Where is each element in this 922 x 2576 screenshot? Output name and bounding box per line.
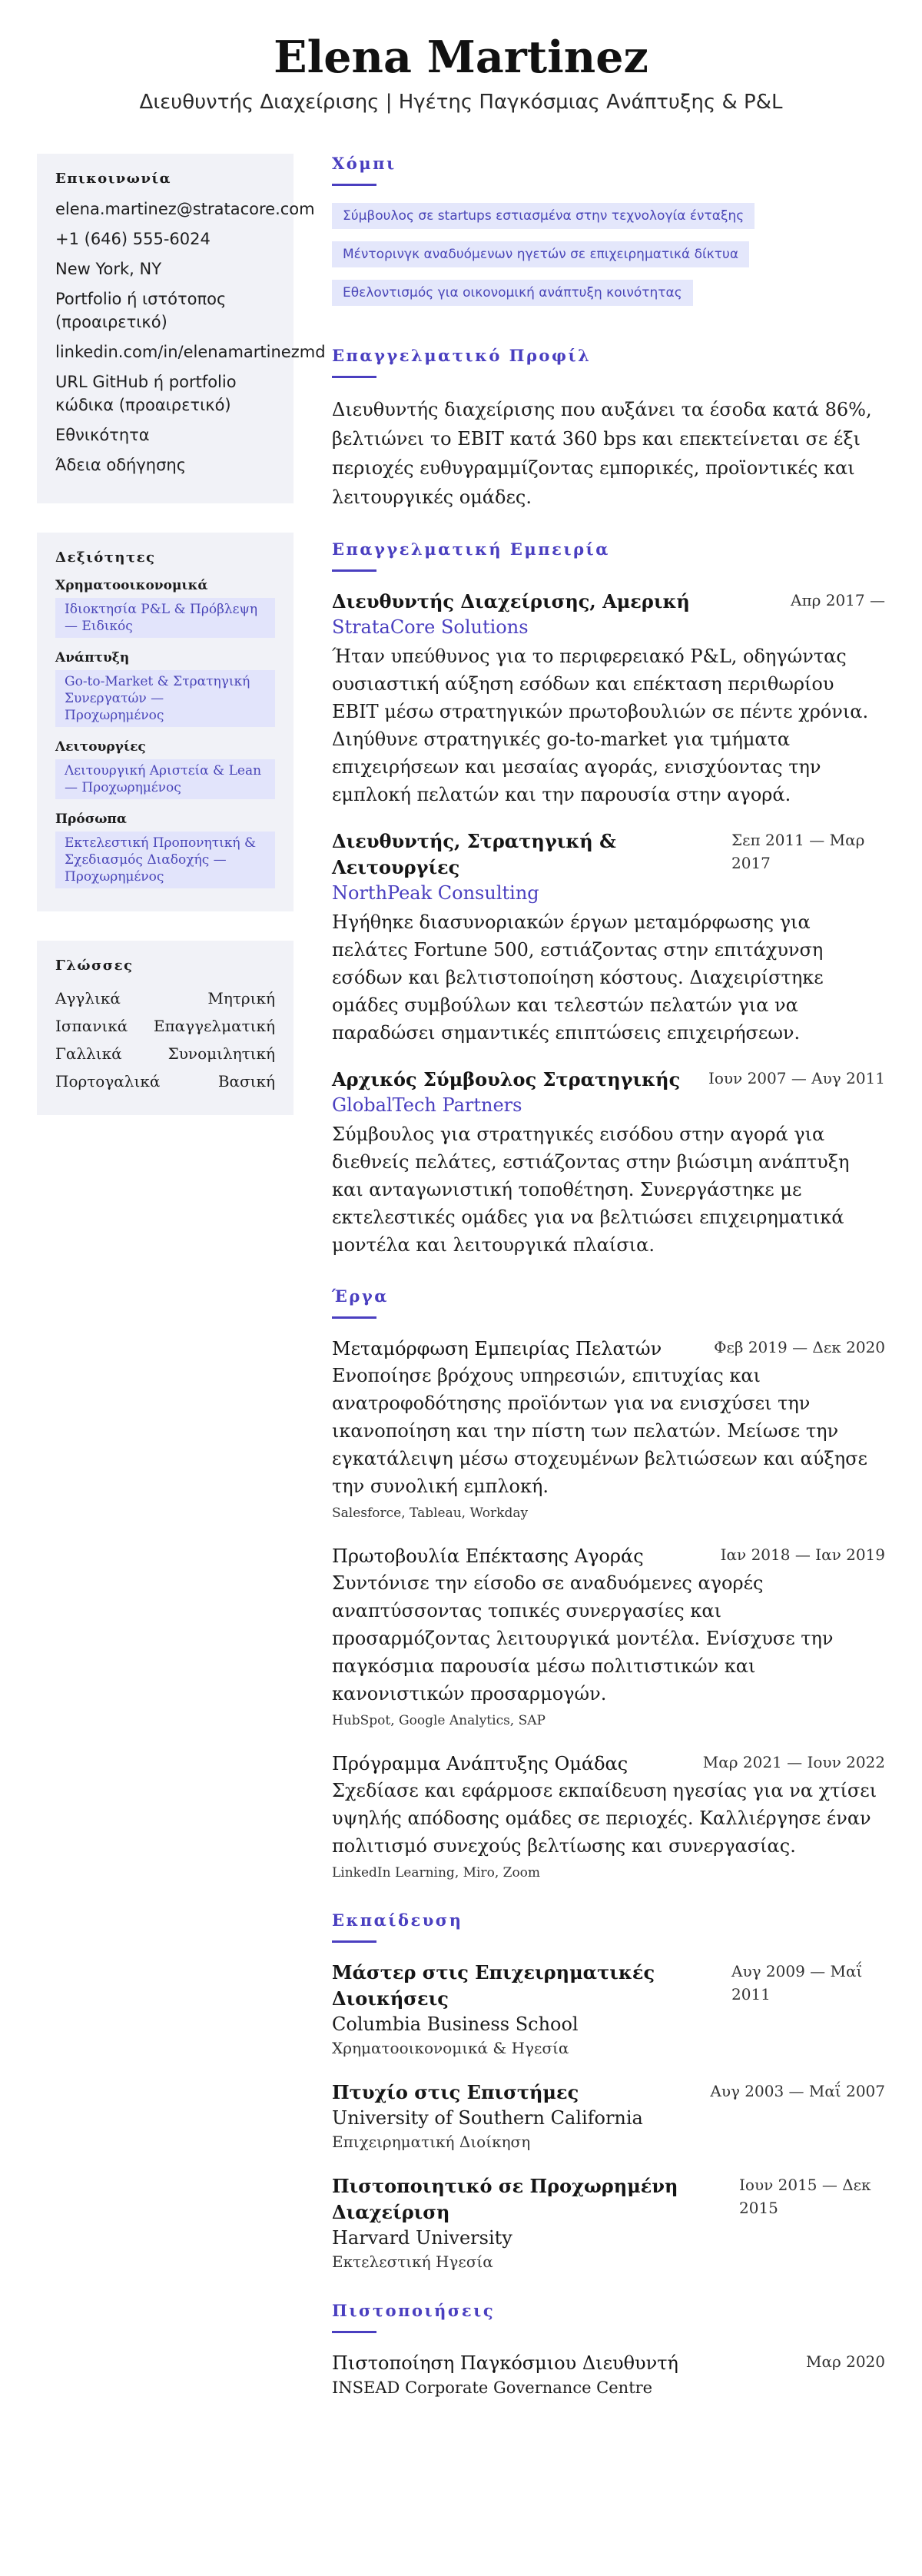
section-divider xyxy=(332,376,376,378)
language-row xyxy=(55,1067,275,1095)
project-dates: Μαρ 2021 — Ιουν 2022 xyxy=(702,1753,885,1771)
resume-header xyxy=(0,31,922,115)
section-title: Επαγγελματική Εμπειρία xyxy=(332,539,610,559)
job-description: Ηγήθηκε διασυνοριακών έργων μεταμόρφωσης για πελάτες Fortune 500, εστιάζοντας στην επιτάχυνση εσόδων και βελτιστοποίηση κόστους. Διαχειρίστηκε ομάδες συμβούλων και τελεστών πελατών για να παραδώσει σημαντικές επιπτώσεις επιχειρήσεων. xyxy=(332,911,824,1044)
contact-email[interactable]: elena.martinez@stratacore.com xyxy=(55,200,315,218)
contact-github: URL GitHub ή portfolio κώδικα (προαιρετικό) xyxy=(55,373,237,414)
degree-title: Μάστερ στις Επιχειρηματικές Διοικήσεις xyxy=(332,1961,655,2010)
main-content xyxy=(332,154,885,2427)
company-name: GlobalTech Partners xyxy=(332,1094,522,1116)
project-tools: Salesforce, Tableau, Workday xyxy=(332,1505,529,1521)
skills-heading: Δεξιότητες xyxy=(55,549,156,566)
section-divider xyxy=(332,184,376,186)
language-row xyxy=(55,1040,275,1067)
hobbies-section xyxy=(332,154,885,318)
experience-entry xyxy=(332,828,885,1047)
contact-phone: +1 (646) 555-6024 xyxy=(55,230,211,248)
sidebar xyxy=(37,154,326,1144)
project-title: Πρωτοβουλία Επέκτασης Αγοράς xyxy=(332,1545,644,1567)
experience-entry xyxy=(332,1067,885,1259)
education-entry xyxy=(332,2080,885,2153)
project-dates: Ιαν 2018 — Ιαν 2019 xyxy=(720,1545,885,1564)
hobby-tag: Μέντορινγκ αναδυόμενων ηγετών σε επιχειρηματικά δίκτυα xyxy=(332,241,749,267)
skill-item: Go-to-Market & Στρατηγική Συνεργατών — Προχωρημένος xyxy=(55,670,275,727)
project-description: Ενοποίησε βρόχους υπηρεσιών, επιτυχίας και ανατροφοδότησης προϊόντων για να ενισχύσει την ικανοποίηση και την πίστη των πελατών. Μείωσε την εγκατάλειψη μέσω στοχευμένων βελτιώσεων και αύξησε την συνολική εμπλοκή. xyxy=(332,1365,867,1497)
hobby-tag: Σύμβουλος σε startups εστιασμένα στην τεχνολογία ένταξης xyxy=(332,203,755,229)
school-name: University of Southern California xyxy=(332,2107,643,2129)
section-title: Επαγγελματικό Προφίλ xyxy=(332,346,592,365)
project-description: Συντόνισε την είσοδο σε αναδυόμενες αγορές αναπτύσσοντας τοπικές συνεργασίες και προσαρμόζοντας λειτουργικά μοντέλα. Ενίσχυσε την παγκόσμια παρουσία μέσω πολιτιστικών και κανονιστικών προσαρμογών. xyxy=(332,1572,834,1705)
project-entry xyxy=(332,1543,885,1731)
skill-item: Λειτουργική Αριστεία & Lean — Προχωρημένος xyxy=(55,759,275,799)
job-description: Σύμβουλος για στρατηγικές εισόδου στην αγορά για διεθνείς πελάτες, εστιάζοντας στην βιώσιμη ανάπτυξη και ανταγωνιστική τοποθέτηση. Συνεργάστηκε με εκτελεστικές ομάδες για να βελτιώσει επιχειρηματικά μοντέλα και λειτουργικά πλαίσια. xyxy=(332,1124,850,1256)
languages-card xyxy=(37,941,294,1115)
skill-group-title: Ανάπτυξη xyxy=(55,650,130,666)
skill-group-title: Λειτουργίες xyxy=(55,739,146,755)
education-entry xyxy=(332,2173,885,2273)
language-name: Γαλλικά xyxy=(55,1044,122,1063)
job-title: Αρχικός Σύμβουλος Στρατηγικής xyxy=(332,1068,681,1090)
profile-summary: Διευθυντής διαχείρισης που αυξάνει τα έσοδα κατά 86%, βελτιώνει το EBIT κατά 360 bps και επεκτείνεται σε έξι περιοχές ευθυγραμμίζοντας εμπορικές, προϊοντικές και λειτουργικές ομάδες. xyxy=(332,399,872,508)
education-entry xyxy=(332,1960,885,2060)
skill-group-title: Χρηματοοικονομικά xyxy=(55,578,208,593)
company-name: StrataCore Solutions xyxy=(332,616,529,638)
certification-date: Μαρ 2020 xyxy=(806,2352,885,2371)
certification-entry xyxy=(332,2350,885,2399)
project-description: Σχεδίασε και εφάρμοσε εκπαίδευση ηγεσίας για να χτίσει υψηλής απόδοσης ομάδες σε περιοχές. Καλλιέργησε έναν πολιτισμό συνεχούς βελτίωσης και συνεργασίας. xyxy=(332,1780,877,1857)
experience-section xyxy=(332,539,885,1259)
hobby-tag: Εθελοντισμός για οικονομική ανάπτυξη κοινότητας xyxy=(332,280,693,306)
education-dates: Ιουν 2015 — Δεκ 2015 xyxy=(739,2176,871,2217)
contact-driving-license: Άδεια οδήγησης xyxy=(55,456,187,474)
school-name: Harvard University xyxy=(332,2227,512,2249)
project-tools: HubSpot, Google Analytics, SAP xyxy=(332,1713,546,1728)
field-of-study: Επιχειρηματική Διοίκηση xyxy=(332,2133,531,2151)
contact-location: New York, NY xyxy=(55,260,162,278)
skills-card xyxy=(37,533,294,911)
certifications-section xyxy=(332,2301,885,2399)
contact-linkedin[interactable]: linkedin.com/in/elenamartinezmd xyxy=(55,343,326,361)
project-title: Μεταμόρφωση Εμπειρίας Πελατών xyxy=(332,1338,662,1359)
section-title: Έργα xyxy=(332,1286,389,1306)
languages-heading: Γλώσσες xyxy=(55,958,134,974)
job-description: Ήταν υπεύθυνος για το περιφερειακό P&L, οδηγώντας ουσιαστική αύξηση εσόδων και επέκταση περιθωρίου EBIT μέσω στρατηγικών πρωτοβουλιών σε πέντε χρόνια. Διηύθυνε στρατηγικές go-to-market για τμήματα επιχειρήσεων και μεσαίας αγοράς, ενισχύοντας την εμπλοκή πελατών και την παρουσία στην αγορά. xyxy=(332,646,869,805)
projects-section xyxy=(332,1286,885,1883)
project-entry xyxy=(332,1336,885,1523)
language-level: Επαγγελματική xyxy=(153,1017,275,1035)
field-of-study: Εκτελεστική Ηγεσία xyxy=(332,2252,493,2271)
degree-title: Πτυχίο στις Επιστήμες xyxy=(332,2081,579,2103)
section-divider xyxy=(332,569,376,572)
skill-group-title: Πρόσωπα xyxy=(55,812,127,827)
profile-section xyxy=(332,346,885,512)
job-title: Διευθυντής, Στρατηγική & Λειτουργίες xyxy=(332,830,616,878)
job-dates: Ιουν 2007 — Αυγ 2011 xyxy=(708,1069,885,1087)
education-dates: Αυγ 2003 — Μαΐ 2007 xyxy=(710,2082,885,2100)
language-level: Μητρική xyxy=(207,989,275,1007)
contact-card xyxy=(37,154,326,503)
language-level: Βασική xyxy=(217,1072,275,1090)
job-title: Διευθυντής Διαχείρισης, Αμερική xyxy=(332,590,690,612)
skill-item: Εκτελεστική Προπονητική & Σχεδιασμός Διαδοχής — Προχωρημένος xyxy=(55,832,275,888)
experience-entry xyxy=(332,589,885,808)
section-divider xyxy=(332,2331,376,2333)
section-title: Πιστοποιήσεις xyxy=(332,2301,496,2320)
contact-heading: Επικοινωνία xyxy=(55,171,171,187)
company-name: NorthPeak Consulting xyxy=(332,882,539,904)
project-dates: Φεβ 2019 — Δεκ 2020 xyxy=(714,1338,885,1356)
section-divider xyxy=(332,1940,376,1943)
certification-issuer: INSEAD Corporate Governance Centre xyxy=(332,2378,653,2397)
education-dates: Αυγ 2009 — Μαΐ 2011 xyxy=(731,1962,863,2003)
contact-portfolio: Portfolio ή ιστότοπος (προαιρετικό) xyxy=(55,290,227,331)
contact-nationality: Εθνικότητα xyxy=(55,426,150,444)
degree-title: Πιστοποιητικό σε Προχωρημένη Διαχείριση xyxy=(332,2175,678,2223)
education-section xyxy=(332,1910,885,2273)
language-name: Πορτογαλικά xyxy=(55,1072,161,1090)
language-row xyxy=(55,1012,275,1040)
section-title: Εκπαίδευση xyxy=(332,1910,463,1930)
language-name: Αγγλικά xyxy=(55,989,121,1007)
project-title: Πρόγραμμα Ανάπτυξης Ομάδας xyxy=(332,1753,628,1774)
person-title: Διευθυντής Διαχείρισης | Ηγέτης Παγκόσμιας Ανάπτυξης & P&L xyxy=(139,91,783,114)
language-row xyxy=(55,984,275,1012)
skill-item: Ιδιοκτησία P&L & Πρόβλεψη — Ειδικός xyxy=(55,598,275,638)
language-level: Συνομιλητική xyxy=(167,1044,275,1063)
language-name: Ισπανικά xyxy=(55,1017,128,1035)
section-divider xyxy=(332,1316,376,1319)
project-entry xyxy=(332,1751,885,1883)
person-name: Elena Martinez xyxy=(274,32,648,83)
section-title: Χόμπι xyxy=(332,154,396,173)
job-dates: Σεπ 2011 — Μαρ 2017 xyxy=(731,831,865,872)
certification-title: Πιστοποίηση Παγκόσμιου Διευθυντή xyxy=(332,2352,678,2374)
school-name: Columbia Business School xyxy=(332,2013,579,2035)
project-tools: LinkedIn Learning, Miro, Zoom xyxy=(332,1865,541,1881)
job-dates: Απρ 2017 — xyxy=(791,591,885,609)
field-of-study: Χρηματοοικονομικά & Ηγεσία xyxy=(332,2039,569,2057)
